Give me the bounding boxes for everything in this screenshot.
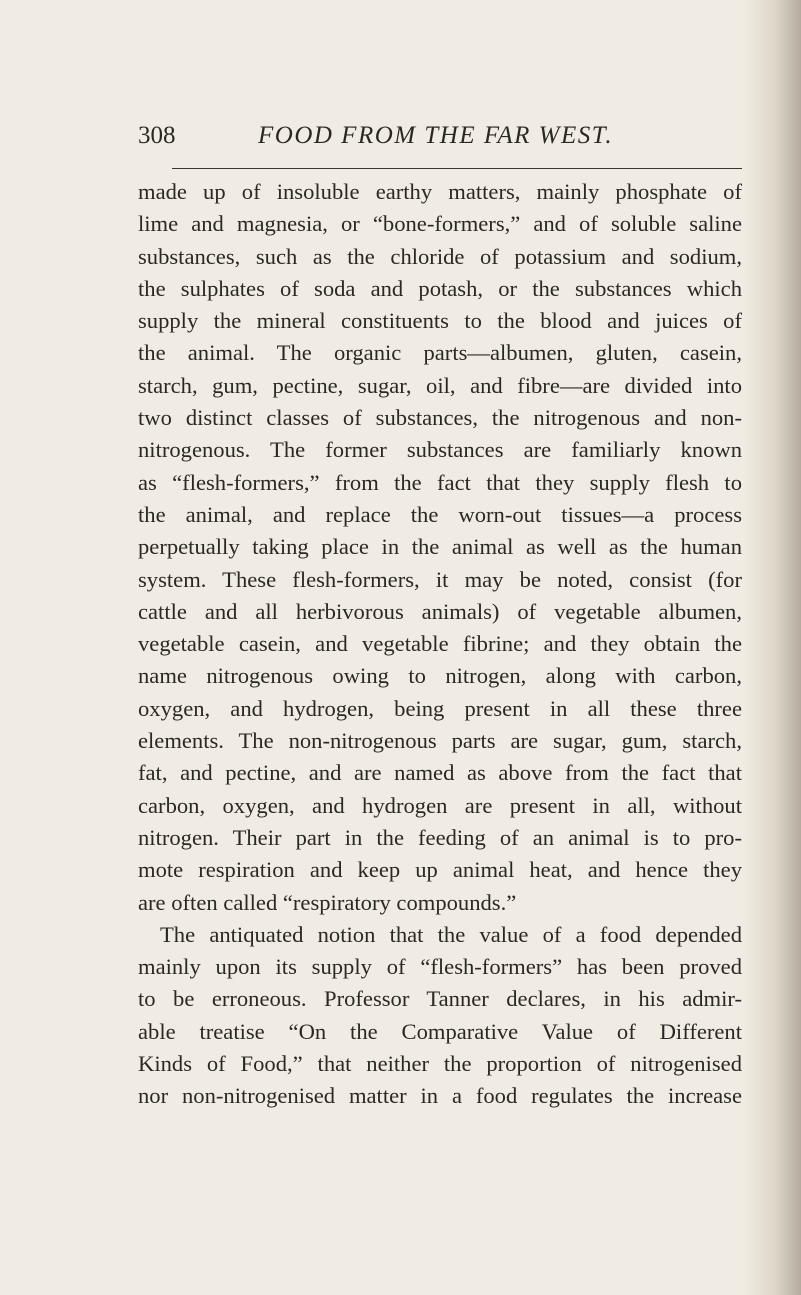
text-line: able treatise “On the Comparative Value of Different [138,1018,742,1044]
text-line: made up of insoluble earthy matters, mainly phosphate of [138,179,742,204]
text-line: to be erroneous. Professor Tanner declares, in his admir- [138,986,742,1012]
text-line: system. These flesh-formers, it may be noted, consist (for [138,566,742,592]
text-line: The antiquated notion that the value of a food depended [160,921,742,947]
running-title: FOOD FROM THE FAR WEST. [258,122,614,149]
text-line: lime and magnesia, or “bone-formers,” and of soluble saline [138,211,742,237]
text-line: starch, gum, pectine, sugar, oil, and fibre—are divided into [138,372,742,398]
text-line: Kinds of Food,” that neither the proportion of nitrogenised [138,1051,742,1077]
text-line: nitrogen. Their part in the feeding of an animal is to pro- [138,824,742,850]
text-line: name nitrogenous owing to nitrogen, along with carbon, [138,663,742,689]
header-rule [172,168,742,169]
text-line: supply the mineral constituents to the blood and juices of [138,308,742,334]
page-header [138,122,750,166]
text-line: elements. The non-nitrogenous parts are sugar, gum, starch, [138,728,742,754]
text-line: the animal, and replace the worn-out tissues—a process [138,501,742,527]
text-line: mote respiration and keep up animal heat, and hence they [138,857,742,883]
text-line: vegetable casein, and vegetable fibrine; and they obtain the [138,631,742,657]
text-line: are often called “respiratory compounds.” [138,889,517,915]
text-line: perpetually taking place in the animal as well as the human [138,534,742,560]
text-line: as “flesh-formers,” from the fact that they supply flesh to [138,469,742,495]
body-text [138,176,742,1113]
text-line: the sulphates of soda and potash, or the substances which [138,275,742,301]
page-edge-shadow [743,0,801,1295]
text-line: nor non-nitrogenised matter in a food regulates the increase [138,1083,742,1109]
text-line: oxygen, and hydrogen, being present in all these three [138,695,742,721]
page-number: 308 [138,122,176,149]
text-line: cattle and all herbivorous animals) of vegetable albumen, [138,598,742,624]
text-line: mainly upon its supply of “flesh-formers” has been proved [138,954,742,980]
text-line: carbon, oxygen, and hydrogen are present in all, without [138,792,742,818]
text-line: substances, such as the chloride of potassium and sodium, [138,243,742,269]
text-line: two distinct classes of substances, the nitrogenous and non- [138,405,742,431]
text-line: fat, and pectine, and are named as above from the fact that [138,760,742,786]
text-line: the animal. The organic parts—albumen, gluten, casein, [138,340,742,366]
text-line: nitrogenous. The former substances are familiarly known [138,437,742,463]
